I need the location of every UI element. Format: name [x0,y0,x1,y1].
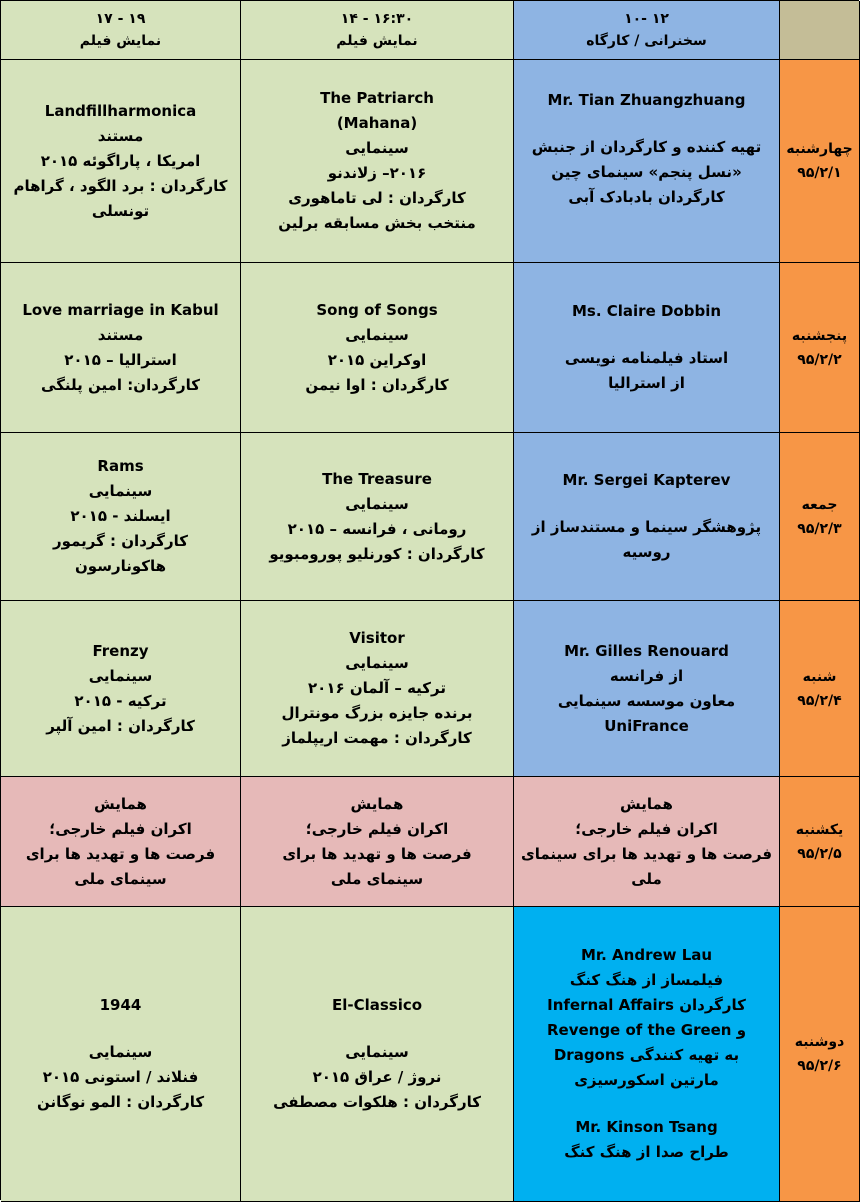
conference-title: همایش [620,794,673,813]
film-genre: سینمایی [88,666,153,685]
conference-topic: فرصت ها و تهدید ها برای سینمای [520,844,773,863]
speaker-desc: از استرالیا [608,374,685,392]
header-film1-time: ۱۶:۳۰ - ۱۴ [340,11,414,27]
row3-film2 [1,433,241,601]
film-title: El-Classico [331,996,423,1014]
row4-talk [514,601,780,777]
speaker-desc: از فرانسه [609,666,684,685]
row2-talk [514,263,780,433]
row4-film1 [241,601,514,777]
speaker-desc: فیلمساز از هنگ کنگ [569,971,724,989]
day-name: پنجشنبه [791,327,848,344]
conference-topic: اکران فیلم خارجی؛ [49,819,192,838]
film-director: کارگردان : گریمور هاکونارسون [53,532,188,575]
speaker-desc: کارگردان بادبادک آبی [568,188,725,206]
film-country: امریکا ، پاراگوئه ۲۰۱۵ [40,151,201,170]
film-genre: سینمایی [88,1043,153,1061]
row5-film1 [241,777,514,907]
film-country: ایسلند - ۲۰۱۵ [70,507,171,525]
speaker-desc: «نسل پنجم» سینمای چین [551,163,742,181]
row4-film2 [1,601,241,777]
speaker-desc: مارتین اسکورسیزی [574,1071,719,1089]
film-director: کارگردان : اوا نیمن [305,375,449,394]
film-country: رومانی ، فرانسه – ۲۰۱۵ [287,519,467,538]
conference-title: همایش [350,794,404,813]
film-director: کارگردان: امین پلنگی [41,375,200,394]
film-director: کارگردان : لی تاماهوری [288,189,466,207]
row3-talk [514,433,780,601]
film-director-cont: تونسلی [91,201,150,220]
day-name: چهارشنبه [786,141,853,157]
conference-topic: ملی [631,869,662,888]
film-genre: سینمایی [345,1043,409,1061]
film-title: Landfillharmonica [44,101,197,120]
conference-topic: فرصت ها و تهدید ها برای [282,844,472,863]
row3-film1 [241,433,514,601]
film-director: کارگردان : هلکوات مصطفی [273,1093,481,1111]
speaker-name: Mr. Kinson Tsang [575,1118,718,1136]
day-date: ۹۵/۲/۴ [797,692,842,709]
film-genre: سینمایی [345,494,409,513]
film-title: Visitor [349,629,405,647]
header-talk [514,1,780,60]
speaker-desc: روسیه [622,543,671,561]
film-country: اوکراین ۲۰۱۵ [327,350,427,369]
film-title: Song of Songs [316,300,438,319]
row2-film1 [241,263,514,433]
day-name: یکشنبه [795,821,844,838]
speaker-name: Mr. Andrew Lau [580,946,713,964]
film-genre: مستند [97,126,144,145]
header-film2 [1,1,241,60]
day-date: ۹۵/۲/۵ [797,845,842,862]
speaker-name: Mr. Sergei Kapterev [562,471,731,489]
row6-talk [514,907,780,1202]
film-genre: سینمایی [345,139,409,157]
day-name: جمعه [801,496,838,513]
row3-day [780,433,860,601]
film-award: برنده جایزه بزرگ مونترال [281,704,473,722]
conference-topic: فرصت ها و تهدید ها برای [25,844,216,863]
conference-topic: اکران فیلم خارجی؛ [575,819,718,838]
speaker-desc: به تهیه کنندگی Dragons [553,1046,740,1064]
film-title: 1944 [99,996,142,1014]
day-name: دوشنبه [794,1034,845,1050]
film-genre: سینمایی [345,654,409,672]
speaker-desc: و Revenge of the Green [546,1021,747,1039]
film-country: فنلاند / استونی ۲۰۱۵ [42,1068,199,1086]
row6-film2 [1,907,241,1202]
film-country: نروژ / عراق ۲۰۱۵ [312,1068,442,1086]
film-title: Rams [97,457,144,475]
conference-topic: سینمای ملی [74,869,167,888]
film-title: Frenzy [92,641,149,660]
film-country: ترکیه – آلمان ۲۰۱۶ [308,679,446,697]
row6-day [780,907,860,1202]
film-director: کارگردان : المو نوگانن [36,1093,205,1111]
conference-title: همایش [94,794,147,813]
day-date: ۹۵/۲/۲ [797,351,842,368]
film-director: کارگردان : مهمت اریپلماز [282,729,472,747]
speaker-desc: طراح صدا از هنگ کنگ [564,1143,729,1161]
film-country: ۲۰۱۶– زلاندنو [327,164,427,182]
row2-day [780,263,860,433]
speaker-desc: پژوهشگر سینما و مستندساز از [531,518,762,536]
row1-film1 [241,60,514,263]
film-award: منتخب بخش مسابقه برلین [278,214,476,232]
row4-day [780,601,860,777]
header-film1 [241,1,514,60]
speaker-name: Mr. Gilles Renouard [564,641,729,660]
speaker-name: Mr. Tian Zhuangzhuang [547,91,746,109]
row5-day [780,777,860,907]
speaker-desc: کارگردان Infernal Affairs [547,996,746,1014]
film-title: The Treasure [322,469,432,488]
row5-film2 [1,777,241,907]
conference-topic: اکران فیلم خارجی؛ [305,819,449,838]
day-date: ۹۵/۲/۳ [797,520,842,537]
film-director: کارگردان : کورنلیو پورومبویو [269,544,485,563]
speaker-desc: استاد فیلمنامه نویسی [564,349,729,367]
film-genre: مستند [97,325,144,344]
speaker-name: Ms. Claire Dobbin [571,302,722,320]
row6-film1 [241,907,514,1202]
header-talk-label: سخنرانی / کارگاه [586,33,707,49]
speaker-org: UniFrance [604,716,689,735]
row5-talk [514,777,780,907]
row1-film2 [1,60,241,263]
film-director: کارگردان : برد الگود ، گراهام [13,176,228,195]
header-film1-label: نمایش فیلم [336,33,418,49]
row1-talk [514,60,780,263]
day-name: شنبه [802,668,837,685]
speaker-desc: معاون موسسه سینمایی [557,691,736,710]
conference-topic: سینمای ملی [330,869,424,888]
film-title: The Patriarch [320,89,434,107]
film-genre: سینمایی [88,482,153,500]
day-date: ۹۵/۲/۶ [797,1058,842,1074]
header-film2-time: ۱۹ - ۱۷ [95,11,146,27]
row2-film2 [1,263,241,433]
speaker-desc: تهیه کننده و کارگردان از جنبش [531,138,762,156]
film-director: کارگردان : امین آلپر [46,716,195,735]
film-genre: سینمایی [345,325,409,344]
day-date: ۹۵/۲/۱ [797,165,842,181]
film-title: Love marriage in Kabul [22,300,219,319]
header-film2-label: نمایش فیلم [79,33,162,49]
header-corner [780,1,860,60]
header-talk-time: ۱۲ -۱۰ [624,11,669,27]
row1-day [780,60,860,263]
film-country: ترکیه - ۲۰۱۵ [74,691,167,710]
film-title-alt: (Mahana) [336,114,418,132]
film-country: استرالیا – ۲۰۱۵ [64,350,177,369]
